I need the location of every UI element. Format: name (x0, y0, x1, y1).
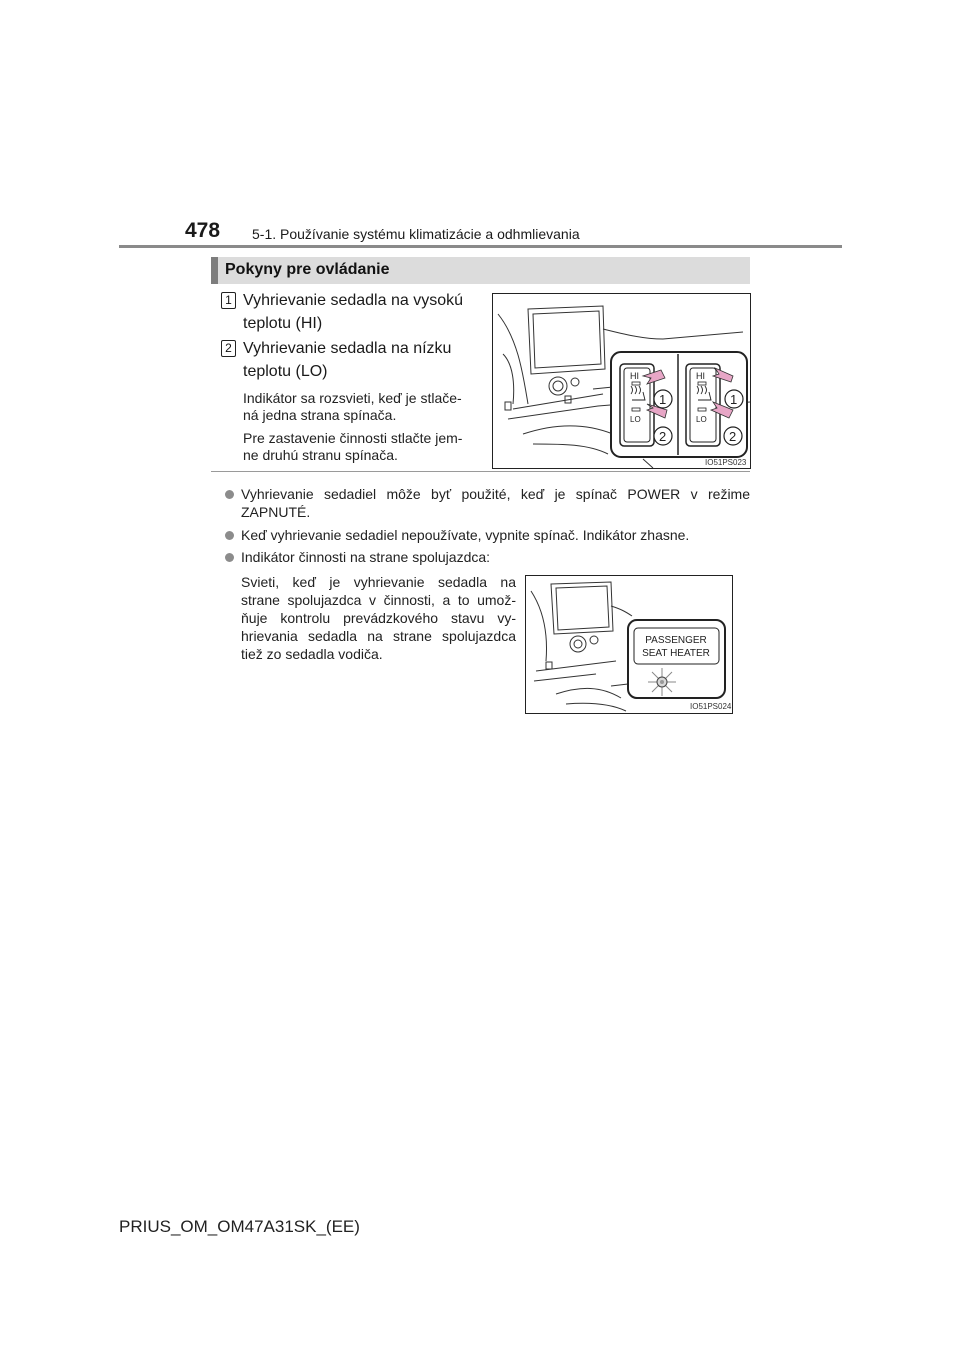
section-divider (211, 471, 750, 472)
item-1-line-1: Vyhrievanie sedadla na vysokú (243, 292, 463, 309)
figure-2-code: IO51PS024 (690, 702, 732, 711)
document-code: PRIUS_OM_OM47A31SK_(EE) (119, 1217, 360, 1236)
switch-hi-label-left: HI (630, 371, 639, 381)
switch-hi-label-right: HI (696, 371, 705, 381)
passenger-text-line-4: hrievania sedadla na strane spolujazdca (241, 628, 516, 644)
bullet-item (225, 526, 750, 546)
item-number-badge: 1 (221, 292, 236, 309)
passenger-indicator-illustration (526, 576, 732, 713)
note-1-line-1: Indikátor sa rozsvieti, keď je stlače- (243, 390, 462, 406)
callout-1-right-label: 1 (730, 392, 738, 407)
chapter-title: 5-1. Používanie systému klimatizácie a odhmlievania (252, 226, 580, 242)
passenger-label-line-1: PASSENGER (645, 635, 707, 646)
bullet-1-line-2: ZAPNUTÉ. (241, 504, 311, 520)
note-2-line-2: ne druhú stranu spínača. (243, 447, 398, 463)
passenger-text-line-2: strane spolujazdca v činnosti, a to umož- (241, 592, 516, 608)
passenger-text-line-1: Svieti, keď je vyhrievanie sedadla na (241, 574, 516, 590)
bullet-icon (225, 490, 234, 499)
bullet-icon (225, 553, 234, 562)
page-number: 478 (185, 219, 221, 242)
item-number-badge: 2 (221, 340, 236, 357)
callout-2-right-label: 2 (729, 429, 737, 444)
note-2-line-1: Pre zastavenie činnosti stlačte jem- (243, 430, 463, 446)
bullet-item (225, 548, 750, 568)
bullet-3-text: Indikátor činnosti na strane spolujazdca: (241, 549, 491, 565)
switch-lo-label-left: LO (630, 415, 641, 424)
passenger-label-line-2: SEAT HEATER (642, 648, 710, 659)
seat-heater-switch-figure (492, 293, 751, 469)
section-heading: Pokyny pre ovládanie (225, 261, 390, 278)
bullet-1-line-1: Vyhrievanie sedadiel môže byť použité, keď je spínač POWER v režime (241, 486, 750, 502)
bullet-item (225, 485, 750, 525)
item-2-line-1: Vyhrievanie sedadla na nízku (243, 340, 452, 357)
seat-heater-switch-illustration (493, 294, 750, 468)
header-divider (119, 245, 842, 248)
callout-1-left-label: 1 (659, 392, 667, 407)
section-heading-bar (211, 257, 750, 284)
bullet-icon (225, 531, 234, 540)
section-heading-accent (211, 257, 218, 284)
item-1-line-2: teplotu (HI) (243, 315, 323, 332)
passenger-indicator-figure (525, 575, 733, 714)
passenger-text-line-5: tiež zo sedadla vodiča. (241, 646, 383, 662)
callout-2-left-label: 2 (659, 429, 667, 444)
bullet-2-text: Keď vyhrievanie sedadiel nepoužívate, vypnite spínač. Indikátor zhasne. (241, 527, 690, 543)
figure-1-code: IO51PS023 (705, 458, 747, 467)
switch-lo-label-right: LO (696, 415, 707, 424)
note-1-line-2: ná jedna strana spínača. (243, 407, 397, 423)
indicator-light-icon (648, 668, 676, 696)
item-2-line-2: teplotu (LO) (243, 363, 328, 380)
passenger-text-line-3: ňuje kontrolu prevádzkového stavu vy- (241, 610, 516, 626)
